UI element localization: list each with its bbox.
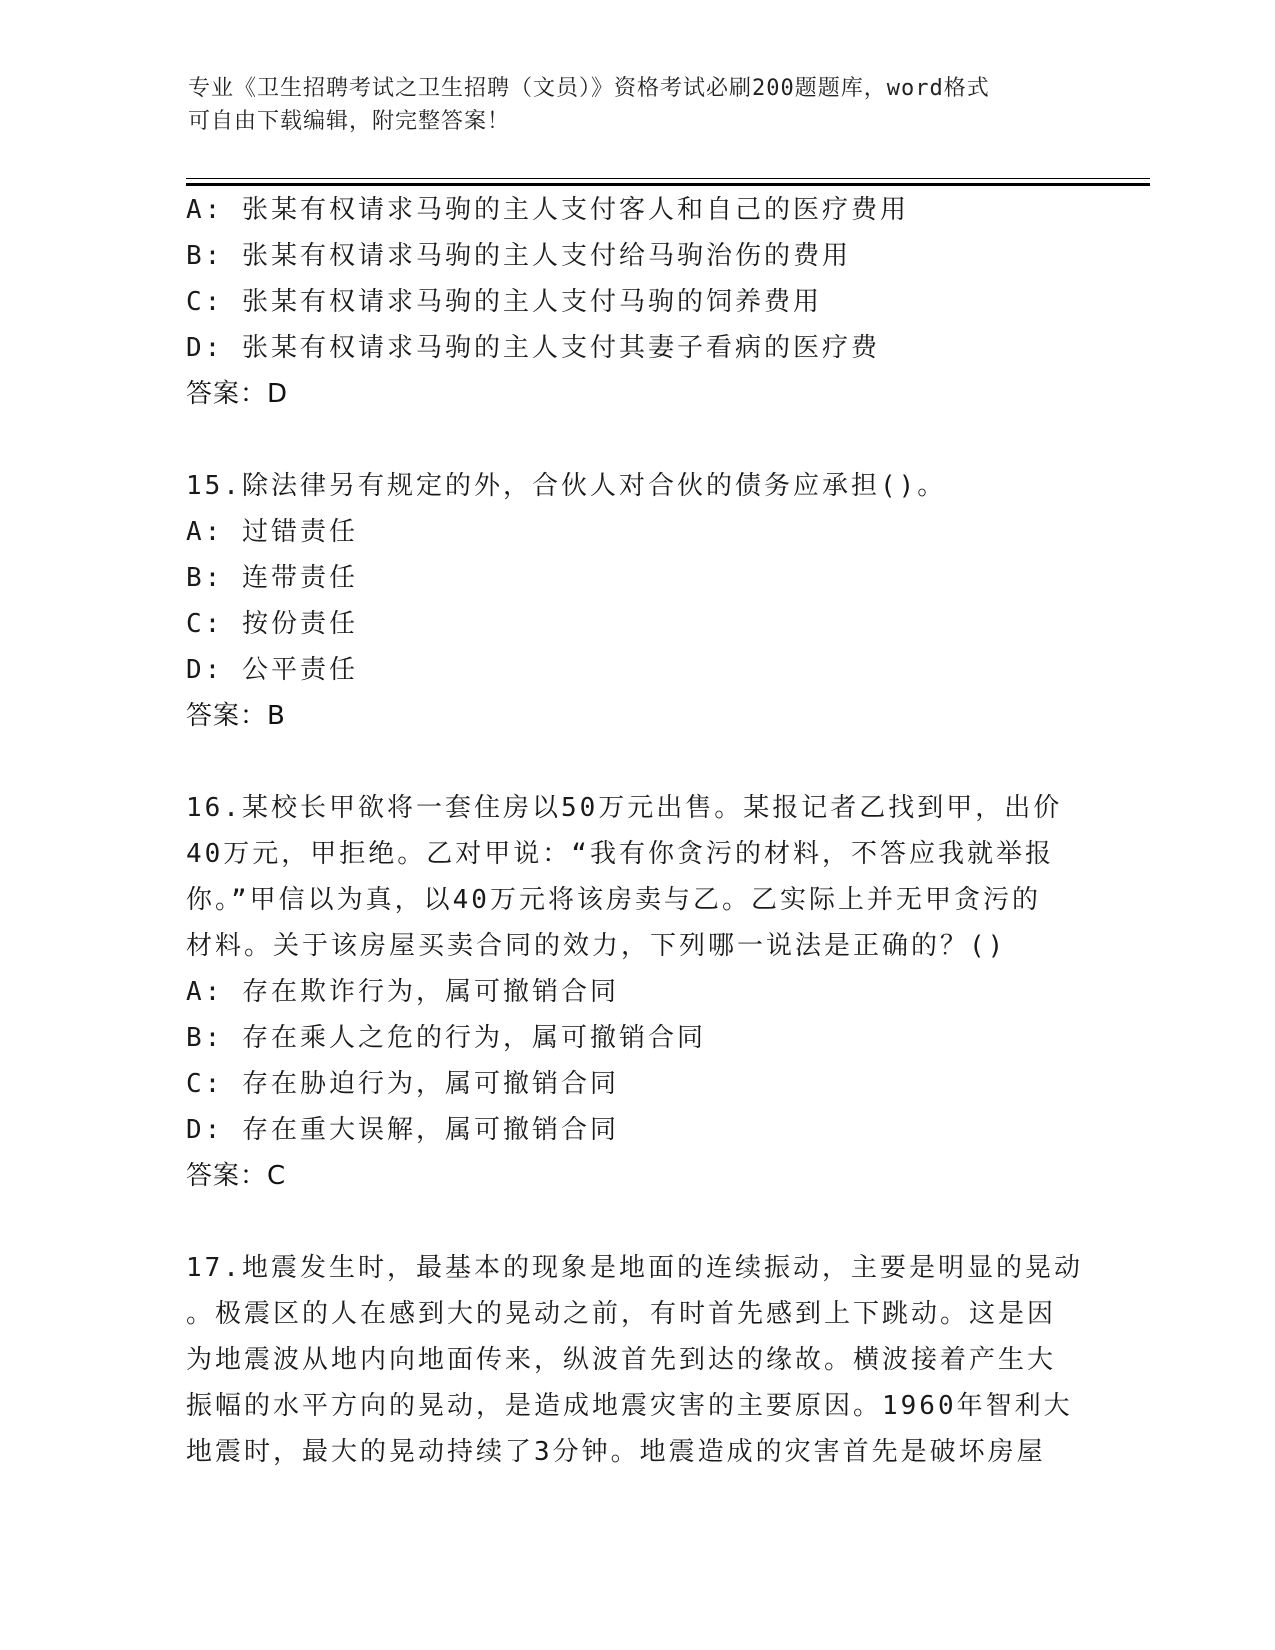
question-14 [186,187,1086,417]
question-stem-line: 。极震区的人在感到大的晃动之前，有时首先感到上下跳动。这是因 [186,1299,1057,1329]
option-b: B: 存在乘人之危的行为，属可撤销合同 [186,1023,706,1053]
question-content [186,187,1086,1475]
header-line-1: 专业《卫生招聘考试之卫生招聘（文员）》资格考试必刷200题题库，word格式 [188,76,990,101]
question-stem-line: 你。”甲信以为真，以40万元将该房卖与乙。乙实际上并无甲贪污的 [186,885,1041,915]
option-a: A: 存在欺诈行为，属可撤销合同 [186,977,619,1007]
option-c: C: 按份责任 [186,609,358,639]
question-stem-line: 40万元，甲拒绝。乙对甲说：“我有你贪污的材料，不答应我就举报 [186,839,1054,869]
option-d: D: 公平责任 [186,655,358,685]
question-stem-line: 为地震波从地内向地面传来，纵波首先到达的缘故。横波接着产生大 [186,1345,1057,1375]
option-a: A: 张某有权请求马驹的主人支付客人和自己的医疗费用 [186,195,909,225]
option-d: D: 存在重大误解，属可撤销合同 [186,1115,619,1145]
option-b: B: 张某有权请求马驹的主人支付给马驹治伤的费用 [186,241,851,271]
answer-line: 答案：B [186,701,286,731]
option-a: A: 过错责任 [186,517,358,547]
option-c: C: 存在胁迫行为，属可撤销合同 [186,1069,619,1099]
question-stem-line: 16.某校长甲欲将一套住房以50万元出售。某报记者乙找到甲，出价 [186,793,1063,823]
question-stem-line: 材料。关于该房屋买卖合同的效力，下列哪一说法是正确的？() [186,931,1007,961]
option-c: C: 张某有权请求马驹的主人支付马驹的饲养费用 [186,287,822,317]
header-divider-thick [186,183,1150,186]
spacer [186,417,1086,463]
question-stem: 15.除法律另有规定的外，合伙人对合伙的债务应承担()。 [186,471,947,501]
header-line-2: 可自由下载编辑，附完整答案！ [188,109,511,134]
spacer [186,1199,1086,1245]
question-15 [186,463,1086,739]
option-b: B: 连带责任 [186,563,358,593]
question-stem-line: 振幅的水平方向的晃动，是造成地震灾害的主要原因。1960年智利大 [186,1391,1073,1421]
question-stem-line: 17.地震发生时，最基本的现象是地面的连续振动，主要是明显的晃动 [186,1253,1083,1283]
spacer [186,739,1086,785]
question-17 [186,1245,1086,1475]
option-d: D: 张某有权请求马驹的主人支付其妻子看病的医疗费 [186,333,880,363]
header-divider-thin [186,178,1150,179]
answer-line: 答案：D [186,379,289,409]
question-16 [186,785,1086,1199]
question-stem-line: 地震时，最大的晃动持续了3分钟。地震造成的灾害首先是破坏房屋 [186,1437,1046,1467]
document-header [188,72,1068,138]
answer-line: 答案：C [186,1161,287,1191]
